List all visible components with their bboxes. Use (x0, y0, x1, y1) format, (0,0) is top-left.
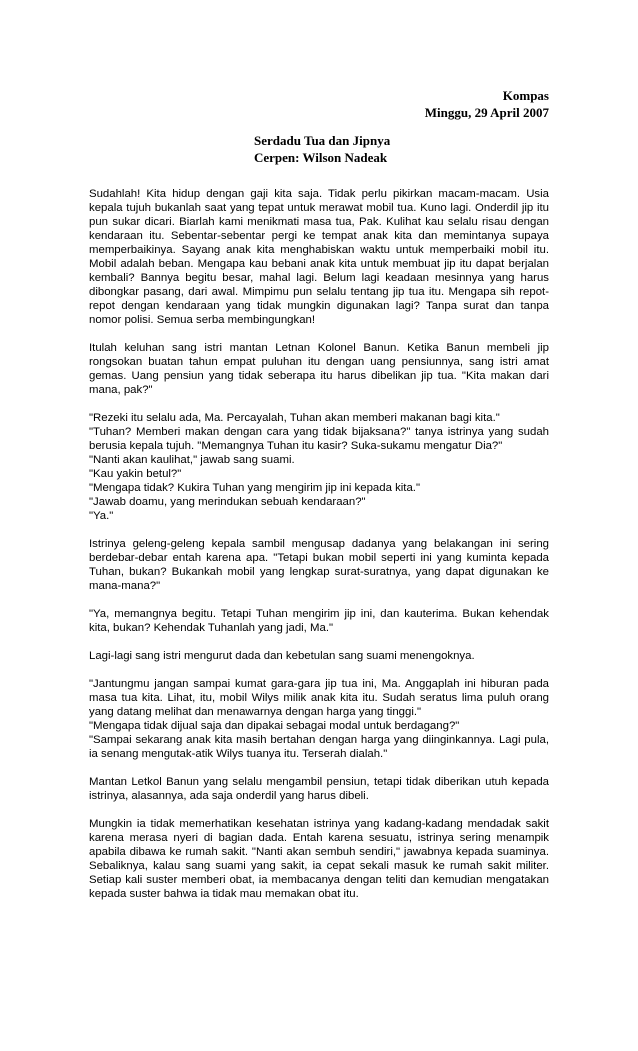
publication-source: Kompas (502, 88, 549, 103)
story-author: Cerpen: Wilson Nadeak (254, 150, 388, 165)
dialog-line: "Sampai sekarang anak kita masih bertahan dengan harga yang diinginkannya. Lagi pula, ia senang mengutak-atik Wilys tuanya itu. Terserah dialah." (89, 734, 549, 760)
dialog-line: "Jawab doamu, yang merindukan sebuah kendaraan?" (89, 496, 366, 508)
dialog-line: "Mengapa tidak? Kukira Tuhan yang mengirim jip ini kepada kita." (89, 482, 421, 494)
story-body (89, 187, 549, 915)
dialog-line: "Ya." (89, 510, 114, 522)
dialog-group-1 (89, 411, 549, 523)
paragraph-2: Itulah keluhan sang istri mantan Letnan Kolonel Banun. Ketika Banun membeli jip rongsokan buatan tahun empat puluhan itu dengan uang pensiunnya, sang istri amat gemas. Uang pensiun yang tidak seberapa itu harus dibelikan jip tua. "Kita makan dari mana, pak?" (89, 342, 549, 396)
dialog-line: "Kau yakin betul?" (89, 468, 182, 480)
paragraph-7: Mungkin ia tidak memerhatikan kesehatan istrinya yang kadang-kadang mendadak sakit karena merasa nyeri di bagian dada. Entah karena sesuatu, istrinya sering menampik apabila dibawa ke rumah sakit. "Nanti akan sembuh sendiri," jawabnya kepada suaminya. Sebaliknya, kalau sang suami yang sakit, ia cepat sekali masuk ke rumah sakit militer. Setiap kali suster memberi obat, ia membacanya dengan teliti dan kemudian mengatakan kepada suster bahwa ia tidak mau memakan obat itu. (89, 818, 549, 900)
publication-header (425, 87, 549, 121)
publication-date: Minggu, 29 April 2007 (424, 105, 549, 120)
dialog-group-2 (89, 677, 549, 761)
paragraph-1: Sudahlah! Kita hidup dengan gaji kita saja. Tidak perlu pikirkan macam-macam. Usia kepala tujuh bukanlah saat yang tepat untuk merawat mobil tua. Kuno lagi. Onderdil jip itu pun sukar dicari. Biarlah kami menikmati masa tua, Pak. Kulihat kau selalu risau dengan kendaraan itu. Sebentar-sebentar pergi ke tempat anak kita dan memintanya supaya memperbaikinya. Sayang anak kita menghabiskan waktu untuk memperbaiki mobil itu. Mobil adalah beban. Mengapa kau bebani anak kita untuk membuat jip itu dapat berjalan kembali? Bannya begitu besar, mahal lagi. Belum lagi keadaan mesinnya yang harus dibongkar pasang, dari awal. Mimpimu pun selalu tentang jip tua itu. Mengapa sih repot-repot dengan kendaraan yang tidak mungkin digunakan lagi? Tanpa surat dan tanpa nomor polisi. Semua serba membingungkan! (89, 188, 549, 326)
story-title: Serdadu Tua dan Jipnya (254, 133, 391, 148)
dialog-line: "Tuhan? Memberi makan dengan cara yang tidak bijaksana?" tanya istrinya yang sudah berusia kepala tujuh. "Memangnya Tuhan itu kasir? Suka-sukamu mengatur Dia?" (89, 426, 549, 452)
paragraph-5: Lagi-lagi sang istri mengurut dada dan kebetulan sang suami menengoknya. (89, 650, 475, 662)
dialog-line: "Nanti akan kaulihat," jawab sang suami. (89, 454, 295, 466)
dialog-line: "Rezeki itu selalu ada, Ma. Percayalah, Tuhan akan memberi makanan bagi kita." (89, 412, 500, 424)
paragraph-4: "Ya, memangnya begitu. Tetapi Tuhan mengirim jip ini, dan kauterima. Bukan kehendak kita, bukan? Kehendak Tuhanlah yang jadi, Ma." (89, 608, 549, 634)
paragraph-6: Mantan Letkol Banun yang selalu mengambil pensiun, tetapi tidak diberikan utuh kepada istrinya, alasannya, ada saja onderdil yang harus dibeli. (89, 776, 549, 802)
story-heading (254, 132, 390, 166)
dialog-line: "Mengapa tidak dijual saja dan dipakai sebagai modal untuk berdagang?" (89, 720, 460, 732)
paragraph-3: Istrinya geleng-geleng kepala sambil mengusap dadanya yang belakangan ini sering berdebar-debar entah karena apa. "Tetapi bukan mobil seperti ini yang kuminta kepada Tuhan, bukan? Bukankah mobil yang lengkap surat-suratnya, yang dapat digunakan ke mana-mana?" (89, 538, 549, 592)
dialog-line: "Jantungmu jangan sampai kumat gara-gara jip tua ini, Ma. Anggaplah ini hiburan pada masa tua kita. Lihat, itu, mobil Wilys milik anak kita itu. Sudah seratus lima puluh orang yang datang melihat dan menawarnya dengan harga yang tinggi." (89, 678, 549, 718)
